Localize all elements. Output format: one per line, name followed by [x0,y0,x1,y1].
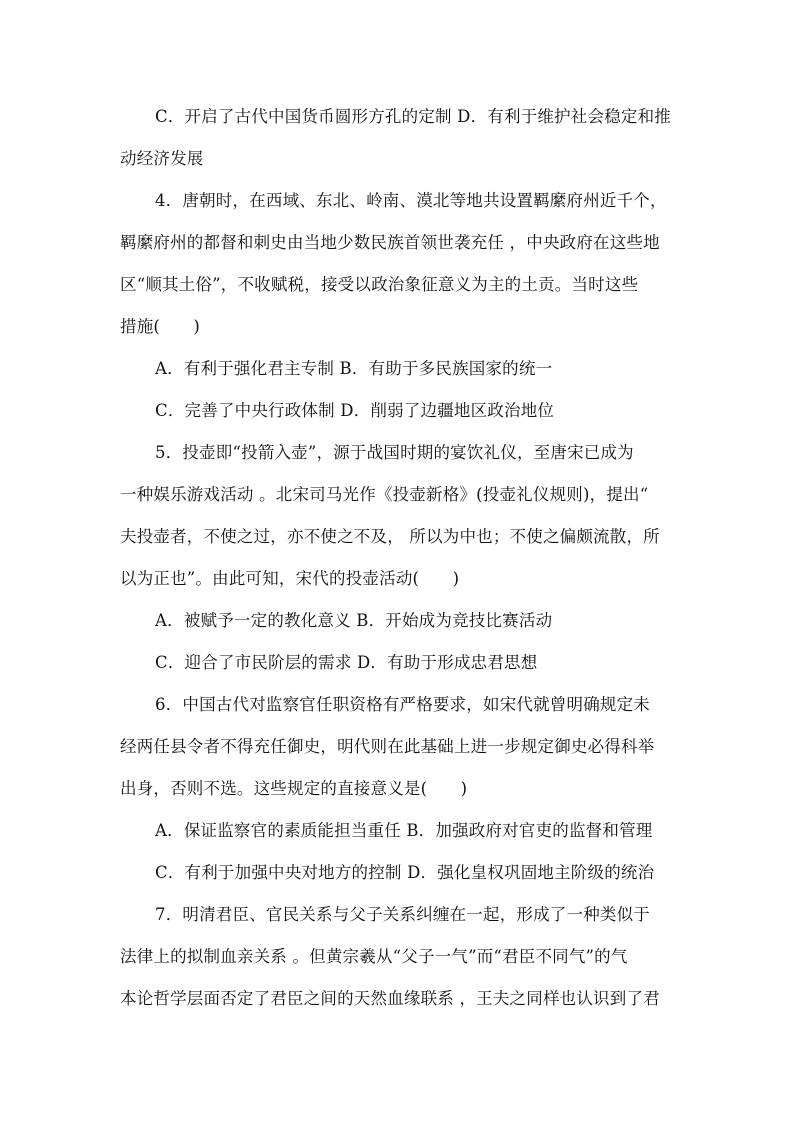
text-line: 夫投壶者，不使之过，亦不使之不及， 所以为中也；不使之偏颇流散，所 [120,527,660,546]
text-line: 一种娱乐游戏活动 。北宋司马光作《投壶新格》(投壶礼仪规则)，提出“ [120,485,649,504]
question-6-line: 6．中国古代对监察官任职资格有严格要求，如宋代就曾明确规定未 [155,695,650,714]
text-line: 法律上的拟制血亲关系 。但黄宗羲从“父子一气”而“君臣不同气”的气 [120,947,628,966]
option-line: A．被赋予一定的教化意义 B．开始成为竞技比赛活动 [155,611,553,630]
text-line: 本论哲学层面否定了君臣之间的天然血缘联系 ，王夫之同样也认识到了君 [120,989,660,1008]
text-line: 羁縻府州的都督和刺史由当地少数民族首领世袭充任 ，中央政府在这些地 [120,233,660,252]
text-line: 以为正也”。由此可知，宋代的投壶活动( ) [120,569,460,588]
question-5-line: 5．投壶即“投箭入壶”，源于战国时期的宴饮礼仪，至唐宋已成为 [155,443,634,462]
text-line: 措施( ) [120,317,201,336]
option-line: C．迎合了市民阶层的需求 D．有助于形成忠君思想 [155,653,538,672]
text-line: 经两任县令者不得充任御史，明代则在此基础上进一步规定御史必得科举 [120,737,655,756]
text-line: 出身，否则不选。这些规定的直接意义是( ) [120,779,468,798]
option-line: C．完善了中央行政体制 D．削弱了边疆地区政治地位 [155,401,555,420]
text-line: C．开启了古代中国货币圆形方孔的定制 D．有利于维护社会稳定和推 [155,107,671,126]
text-line: 区“顺其土俗”，不收赋税，接受以政治象征意义为主的土贡。当时这些 [120,275,639,294]
option-line: A．有利于强化君主专制 B．有助于多民族国家的统一 [155,359,553,378]
option-line: C．有利于加强中央对地方的控制 D．强化皇权巩固地主阶级的统治 [155,863,655,882]
text-line: 动经济发展 [120,149,204,168]
question-4-line: 4．唐朝时，在西域、东北、岭南、漠北等地共设置羁縻府州近千个， [155,191,667,210]
option-line: A．保证监察官的素质能担当重任 B．加强政府对官吏的监督和管理 [155,821,653,840]
question-7-line: 7．明清君臣、官民关系与父子关系纠缠在一起，形成了一种类似于 [155,905,650,924]
